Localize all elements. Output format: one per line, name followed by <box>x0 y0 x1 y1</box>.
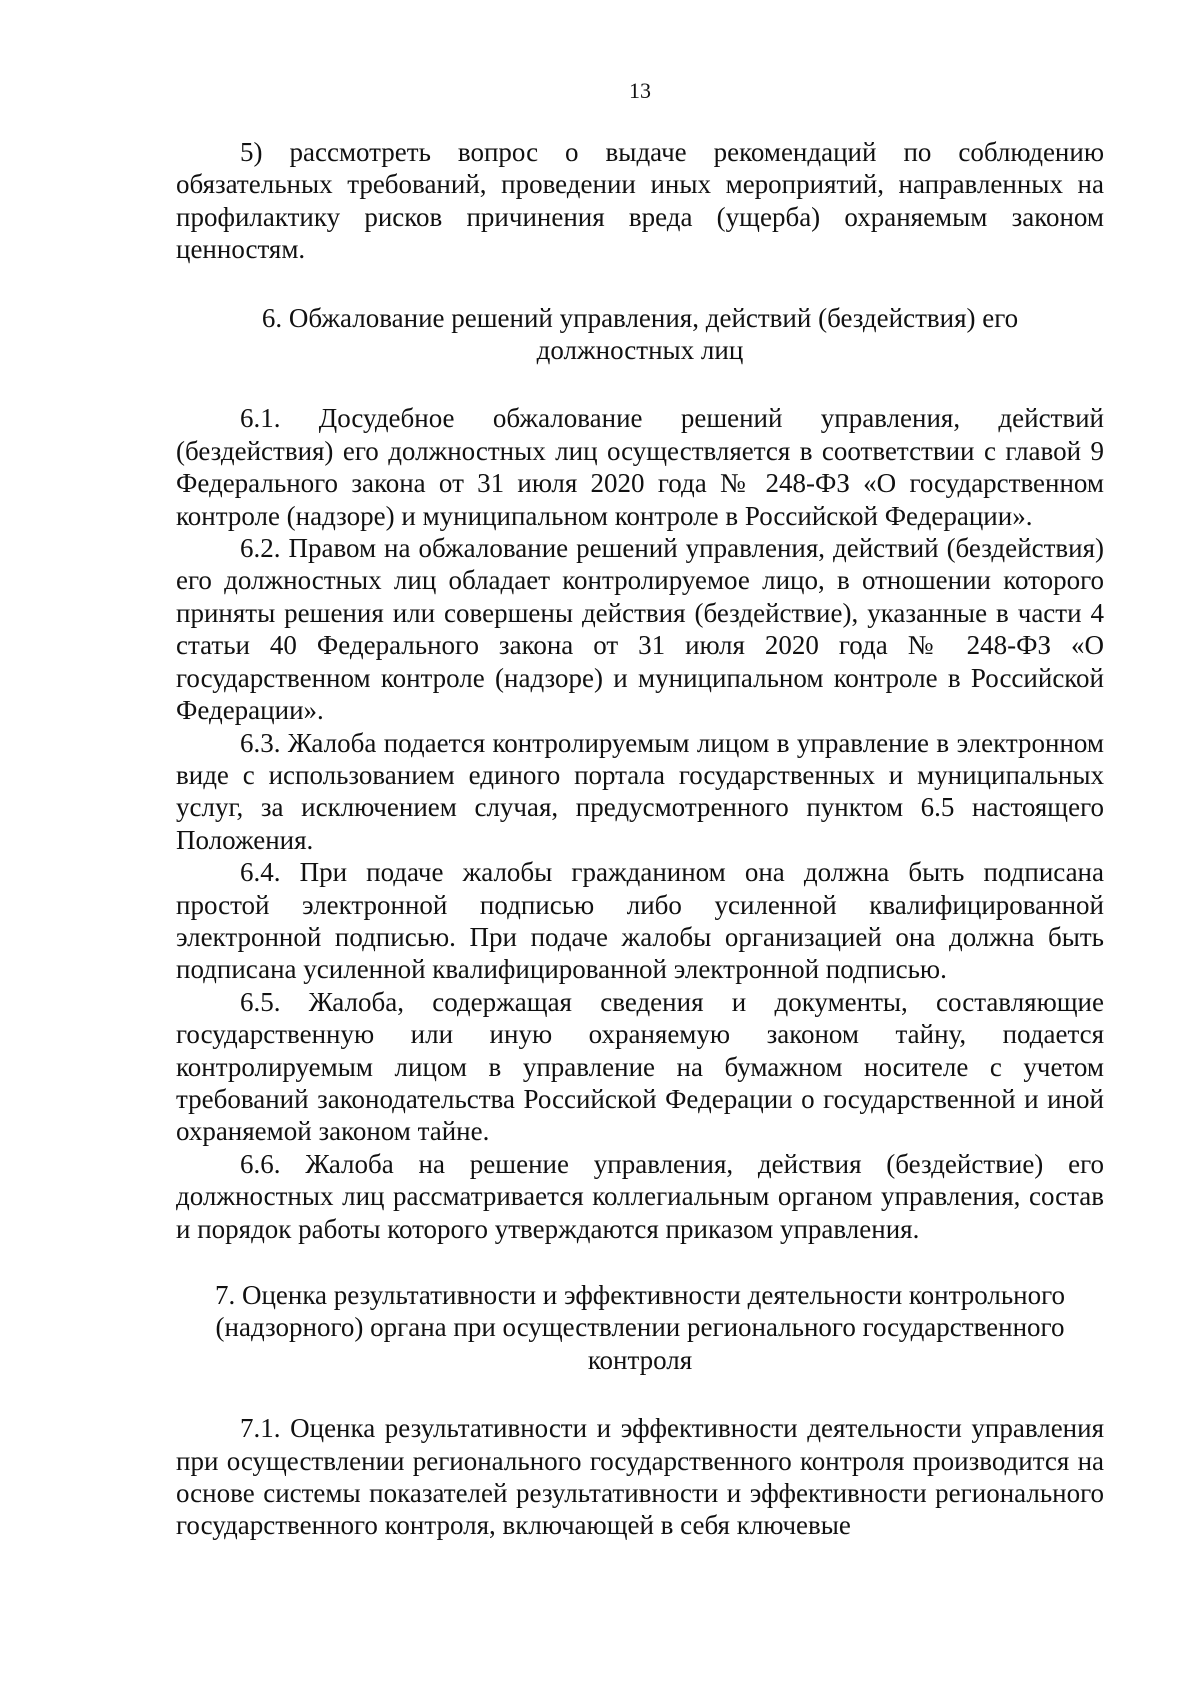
document-body <box>176 136 1104 1542</box>
paragraph-6-3: 6.3. Жалоба подается контролируемым лицом в управление в электронном виде с использованием единого портала государственных и муниципальных услуг, за исключением случая, предусмотренного пунктом 6.5 настоящего Положения. <box>176 727 1104 855</box>
section-heading-7: 7. Оценка результативности и эффективности деятельности контрольного (надзорного) органа при осуществлении регионального государственного контроля <box>214 1280 1066 1375</box>
page-number: 13 <box>629 78 651 103</box>
paragraph-5: 5) рассмотреть вопрос о выдаче рекомендаций по соблюдению обязательных требований, проведении иных мероприятий, направленных на профилактику рисков причинения вреда (ущерба) охраняемым законом ценностям. <box>176 137 1104 265</box>
paragraph-6-6: 6.6. Жалоба на решение управления, действия (бездействие) его должностных лиц рассматривается коллегиальным органом управления, состав и порядок работы которого утверждаются приказом управления. <box>176 1148 1104 1244</box>
paragraph-6-1: 6.1. Досудебное обжалование решений управления, действий (бездействия) его должностных лиц осуществляется в соответствии с главой 9 Федерального закона от 31 июля 2020 года № 248-ФЗ «О государственном контроле (надзоре) и муниципальном контроле в Российской Федерации». <box>176 403 1104 531</box>
paragraph-6-2: 6.2. Правом на обжалование решений управления, действий (бездействия) его должностных лиц обладает контролируемое лицо, в отношении которого приняты решения или совершены действия (бездействие), указанные в части 4 статьи 40 Федерального закона от 31 июля 2020 года № 248-ФЗ «О государственном контроле (надзоре) и муниципальном контроле в Российской Федерации». <box>176 533 1104 726</box>
paragraph-7-1: 7.1. Оценка результативности и эффективности деятельности управления при осуществлении регионального государственного контроля производится на основе системы показателей результативности и эффективности регионального государственного контроля, включающей в себя ключевые <box>176 1413 1104 1541</box>
section-heading-6: 6. Обжалование решений управления, действий (бездействия) его должностных лиц <box>261 302 1019 366</box>
paragraph-6-4: 6.4. При подаче жалобы гражданином она должна быть подписана простой электронной подписью либо усиленной квалифицированной электронной подписью. При подаче жалобы организацией она должна быть подписана усиленной квалифицированной электронной подписью. <box>176 857 1104 985</box>
paragraph-6-5: 6.5. Жалоба, содержащая сведения и документы, составляющие государственную или иную охраняемую законом тайну, подается контролируемым лицом в управление на бумажном носителе с учетом требований законодательства Российской Федерации о государственной и иной охраняемой законом тайне. <box>176 986 1104 1147</box>
